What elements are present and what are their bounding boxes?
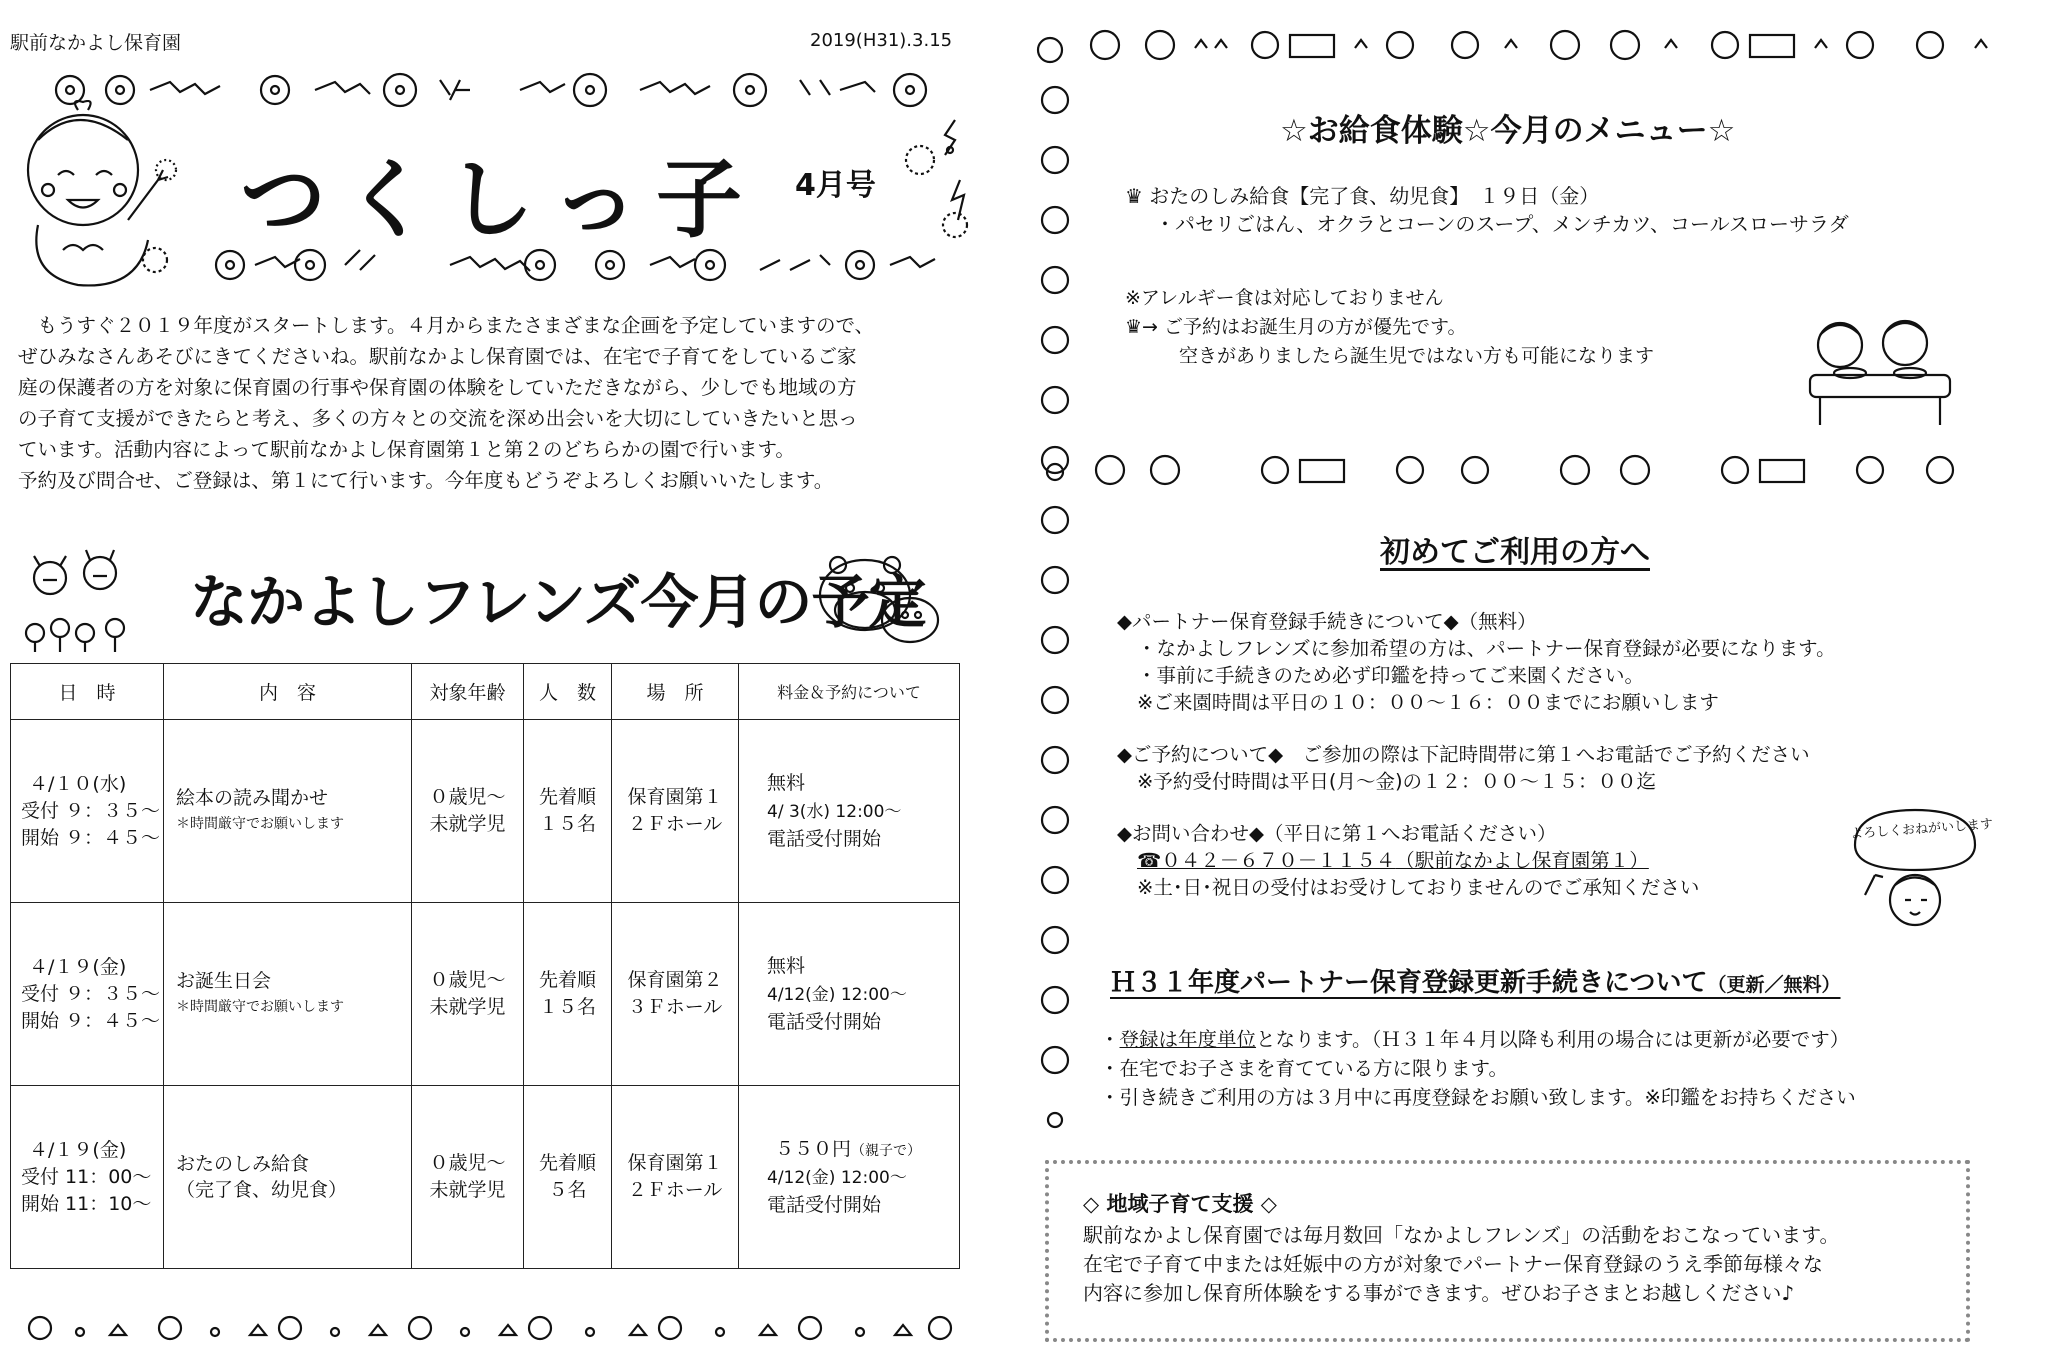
first-time-info <box>1117 608 1836 901</box>
menu-title: ☆お給食体験☆今月のメニュー☆ <box>1280 113 1736 149</box>
contact-line <box>1117 847 1836 874</box>
renew-detail: となります。（Ｈ３１年４月以降も利用の場合には更新が必要です） <box>1256 1028 1850 1051</box>
fee-line <box>767 953 959 982</box>
cell-content <box>164 903 412 1086</box>
contact-phone: ☎０４２－６７０－１１５４ <box>1137 849 1396 872</box>
allergy-note: ※アレルギー食は対応しておりません <box>1125 287 1444 309</box>
table-row <box>11 903 960 1086</box>
place-building: 保育園第１ <box>627 786 723 808</box>
reception-time: 受付 ９：３５～ <box>21 982 161 1005</box>
count-rule: 先着順 <box>538 1152 596 1174</box>
schedule-table <box>10 663 960 1269</box>
cell-fee <box>739 720 960 903</box>
count-value: ５名 <box>548 1179 587 1201</box>
renew-title-main: Ｈ３１年度パートナー保育登録更新手続きについて <box>1110 968 1708 998</box>
reserve-availability: 空きがありましたら誕生児ではない方も可能になります <box>1179 345 1655 367</box>
newsletter-title: つくしっ子 <box>240 150 760 250</box>
table-header-row <box>11 664 960 720</box>
cell-date <box>11 720 164 903</box>
age-to: 未就学児 <box>429 996 506 1018</box>
bees-flowers-illustration <box>15 548 140 653</box>
partner-line: ※ご来園時間は平日の１０：００～１６：００までにお願いします <box>1137 691 1719 714</box>
top-animal-border <box>1025 20 2025 80</box>
place-building: 保育園第２ <box>627 969 723 991</box>
cell-count <box>524 1086 612 1269</box>
org-name: 駅前なかよし保育園 <box>10 32 182 54</box>
renew-item <box>1100 1025 1856 1054</box>
event-date: ４/１９(金) <box>29 1138 127 1161</box>
table-row <box>11 1086 960 1269</box>
count-value: １５名 <box>538 813 596 835</box>
renew-title <box>1110 962 1841 999</box>
support-line: 内容に参加し保育所体験をする事ができます。ぜひお子さまとお越しください♪ <box>1083 1281 1795 1305</box>
reserve-heading: ◆ご予約について◆ ご参加の際は下記時間帯に第１へお電話でご予約ください <box>1117 743 1810 766</box>
intro-line: もうすぐ２０１９年度がスタートします。４月からまたさまざまな企画を予定していますので、 <box>18 314 875 337</box>
cell-fee <box>739 1086 960 1269</box>
age-from: ０歳児～ <box>429 786 506 808</box>
allergy-block <box>1125 284 1654 371</box>
renew-title-sub: （更新／無料） <box>1707 974 1841 996</box>
intro-line: ぜひみなさんあそびにきてくださいね。駅前なかよし保育園では、在宅で子育てをしているご家 <box>18 345 857 368</box>
renew-item: ・引き続きご利用の方は３月中に再度登録をお願い致します。※印鑑をお持ちください <box>1100 1086 1856 1109</box>
cell-date <box>11 1086 164 1269</box>
menu-items: ・パセリごはん、オクラとコーンのスープ、メンチカツ、コールスローサラダ <box>1155 212 1849 236</box>
bullet: ・ <box>1100 1028 1120 1051</box>
place-room: ２Ｆホール <box>627 1179 723 1201</box>
age-to: 未就学児 <box>429 813 506 835</box>
fee-value: ５５０円 <box>775 1137 852 1160</box>
community-support-body <box>1083 1221 1840 1308</box>
kids-eating-illustration <box>1800 305 1960 430</box>
intro-text <box>18 310 978 496</box>
reception-time: 受付 11：00～ <box>21 1165 152 1188</box>
age-from: ０歳児～ <box>429 969 506 991</box>
hippo-illustration <box>810 550 950 650</box>
left-page <box>0 0 985 1346</box>
cell-age <box>412 720 524 903</box>
cell-date <box>11 903 164 1086</box>
event-date: ４/１０(水) <box>29 772 127 795</box>
start-time: 開始 ９：４５～ <box>21 826 161 849</box>
table-row <box>11 720 960 903</box>
cell-age <box>412 1086 524 1269</box>
cell-place <box>612 720 739 903</box>
col-header: 人 数 <box>524 664 612 720</box>
place-building: 保育園第１ <box>627 1152 723 1174</box>
reserve-start: 4/ 3(水) 12:00～ <box>767 801 902 822</box>
support-line: 在宅で子育て中または妊娠中の方が対象でパートナー保育登録のうえ季節毎様々な <box>1083 1252 1823 1276</box>
event-note: ＊時間厳守でお願いします <box>176 999 344 1015</box>
issue-date: 2019(H31).3.15 <box>810 30 953 51</box>
place-room: ２Ｆホール <box>627 813 723 835</box>
reserve-start: 4/12(金) 12:00～ <box>767 1167 907 1188</box>
event-note: （完了食、幼児食） <box>176 1179 348 1201</box>
col-header: 日 時 <box>11 664 164 720</box>
col-header: 料金＆予約について <box>739 664 960 720</box>
support-line: 駅前なかよし保育園では毎月数回「なかよしフレンズ」の活動をおこなっています。 <box>1083 1223 1840 1247</box>
cell-place <box>612 903 739 1086</box>
reserve-method: 電話受付開始 <box>767 1010 882 1033</box>
event-name: 絵本の読み聞かせ <box>176 787 329 809</box>
start-time: 開始 ９：４５～ <box>21 1009 161 1032</box>
col-header: 場 所 <box>612 664 739 720</box>
contact-note: ※土･日･祝日の受付はお受けしておりませんのでご承知ください <box>1137 876 1700 899</box>
cell-fee <box>739 903 960 1086</box>
intro-line: 庭の保護者の方を対象に保育園の行事や保育園の体験をしていただきながら、少しでも地域の方 <box>18 376 857 399</box>
greeting-bubble-text: よろしくおねがいします <box>1849 817 1994 842</box>
fee-value: 無料 <box>767 771 806 794</box>
age-to: 未就学児 <box>429 1179 506 1201</box>
intro-line: 予約及び問合せ、ご登録は、第１にて行います。今年度もどうぞよろしくお願いいたします。 <box>18 469 834 492</box>
renew-list <box>1100 1025 1856 1112</box>
contact-org: （駅前なかよし保育園第１） <box>1395 849 1649 872</box>
left-chick-border <box>1030 70 1080 1130</box>
menu-block <box>1125 182 1849 238</box>
reserve-start: 4/12(金) 12:00～ <box>767 984 907 1005</box>
event-note: ＊時間厳守でお願いします <box>176 816 344 832</box>
menu-event: ♛ おたのしみ給食【完了食、幼児食】 １９日（金） <box>1125 184 1600 208</box>
fee-note: （親子で） <box>851 1142 922 1159</box>
event-name: お誕生日会 <box>176 970 272 992</box>
cell-count <box>524 903 612 1086</box>
age-from: ０歳児～ <box>429 1152 506 1174</box>
reserve-hours: ※予約受付時間は平日(月～金)の１２：００～１５：００迄 <box>1137 770 1657 793</box>
fee-line <box>767 1136 959 1165</box>
reception-time: 受付 ９：３５～ <box>21 799 161 822</box>
schedule-title: なかよしフレンズ今月の予定 <box>190 568 926 636</box>
col-header: 対象年齢 <box>412 664 524 720</box>
cell-content <box>164 1086 412 1269</box>
reserve-priority: ♛→ ご予約はお誕生月の方が優先です。 <box>1125 316 1467 338</box>
bottom-flower-border <box>0 1310 985 1346</box>
partner-heading: ◆パートナー保育登録手続きについて◆（無料） <box>1117 610 1537 633</box>
event-name: おたのしみ給食 <box>176 1153 310 1175</box>
cell-age <box>412 903 524 1086</box>
count-value: １５名 <box>538 996 596 1018</box>
reserve-method: 電話受付開始 <box>767 827 882 850</box>
cell-content <box>164 720 412 903</box>
renew-unit: 登録は年度単位 <box>1119 1028 1257 1051</box>
place-room: ３Ｆホール <box>627 996 723 1018</box>
fee-line <box>767 770 959 799</box>
count-rule: 先着順 <box>538 786 596 808</box>
first-time-title: 初めてご利用の方へ <box>1380 535 1650 570</box>
partner-line: ・なかよしフレンズに参加希望の方は、パートナー保育登録が必要になります。 <box>1137 637 1836 660</box>
intro-line: の子育て支援ができたらと考え、多くの方々との交流を深め出会いを大切にしていきたいと思っ <box>18 407 858 430</box>
count-rule: 先着順 <box>538 969 596 991</box>
renew-item: ・在宅でお子さまを育てている方に限ります。 <box>1100 1057 1508 1080</box>
girl-illustration <box>8 100 188 300</box>
fee-value: 無料 <box>767 954 806 977</box>
start-time: 開始 11：10～ <box>21 1192 152 1215</box>
contact-heading: ◆お問い合わせ◆（平日に第１へお電話ください） <box>1117 822 1557 845</box>
community-support-title: ◇ 地域子育て支援 ◇ <box>1083 1192 1277 1216</box>
partner-line: ・事前に手続きのため必ず印鑑を持ってご来園ください。 <box>1137 664 1645 687</box>
intro-line: ています。活動内容によって駅前なかよし保育園第１と第２のどちらかの園で行います。 <box>18 438 795 461</box>
cell-place <box>612 1086 739 1269</box>
cell-count <box>524 720 612 903</box>
reserve-method: 電話受付開始 <box>767 1193 882 1216</box>
middle-animal-border <box>1035 450 1995 495</box>
newsletter-month: 4月号 <box>795 168 876 203</box>
col-header: 内 容 <box>164 664 412 720</box>
event-date: ４/１９(金) <box>29 955 127 978</box>
